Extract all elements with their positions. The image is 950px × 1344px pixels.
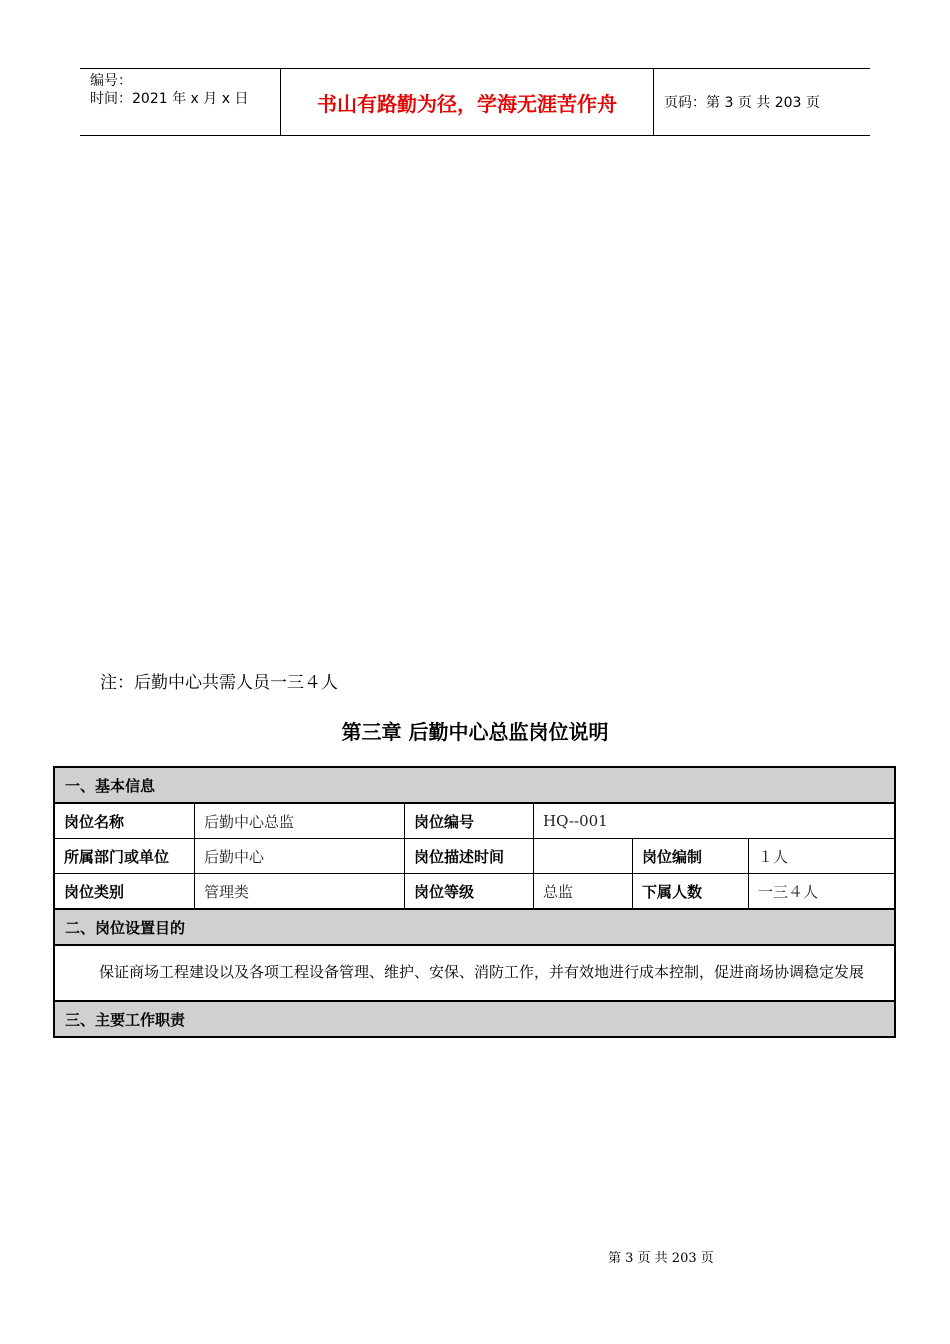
label-position-code: 岗位编号 bbox=[405, 804, 534, 838]
label-subordinates: 下属人数 bbox=[633, 874, 749, 908]
value-position-code: HQ--001 bbox=[543, 812, 608, 830]
value-position-name: 后勤中心总监 bbox=[195, 804, 405, 838]
label-category: 岗位类别 bbox=[55, 874, 195, 908]
staff-note: 注：后勤中心共需人员一三４人 bbox=[100, 673, 338, 693]
value-description-time bbox=[534, 839, 633, 873]
table-row bbox=[55, 874, 894, 910]
header-number-label: 编号： bbox=[90, 73, 132, 89]
header-meta bbox=[80, 69, 281, 135]
header-page-info: 页码：第 3 页 共 203 页 bbox=[664, 95, 820, 111]
label-description-time: 岗位描述时间 bbox=[405, 839, 534, 873]
value-grade: 总监 bbox=[534, 874, 633, 908]
purpose-text: 保证商场工程建设以及各项工程设备管理、维护、安保、消防工作，并有效地进行成本控制，促进商场协调稳定发展 bbox=[55, 946, 894, 1002]
label-position-name: 岗位名称 bbox=[55, 804, 195, 838]
header-motto: 书山有路勤为径，学海无涯苦作舟 bbox=[281, 69, 654, 135]
chapter-title: 第三章 后勤中心总监岗位说明 bbox=[341, 720, 609, 744]
page-footer: 第 3 页 共 203 页 bbox=[608, 1251, 714, 1266]
section-purpose: 二、岗位设置目的 bbox=[55, 910, 894, 946]
section-responsibilities: 三、主要工作职责 bbox=[55, 1002, 894, 1036]
page-header bbox=[80, 68, 870, 136]
value-category: 管理类 bbox=[195, 874, 405, 908]
section-basic-info: 一、基本信息 bbox=[55, 768, 894, 804]
header-time-label: 时间：2021 年 x 月 x 日 bbox=[90, 91, 249, 107]
value-headcount: １人 bbox=[758, 847, 789, 866]
label-headcount: 岗位编制 bbox=[633, 839, 749, 873]
label-department: 所属部门或单位 bbox=[55, 839, 195, 873]
value-subordinates: 一三４人 bbox=[758, 882, 819, 901]
job-info-table bbox=[53, 766, 896, 1038]
value-department: 后勤中心 bbox=[195, 839, 405, 873]
table-row bbox=[55, 804, 894, 839]
label-grade: 岗位等级 bbox=[405, 874, 534, 908]
table-row bbox=[55, 839, 894, 874]
